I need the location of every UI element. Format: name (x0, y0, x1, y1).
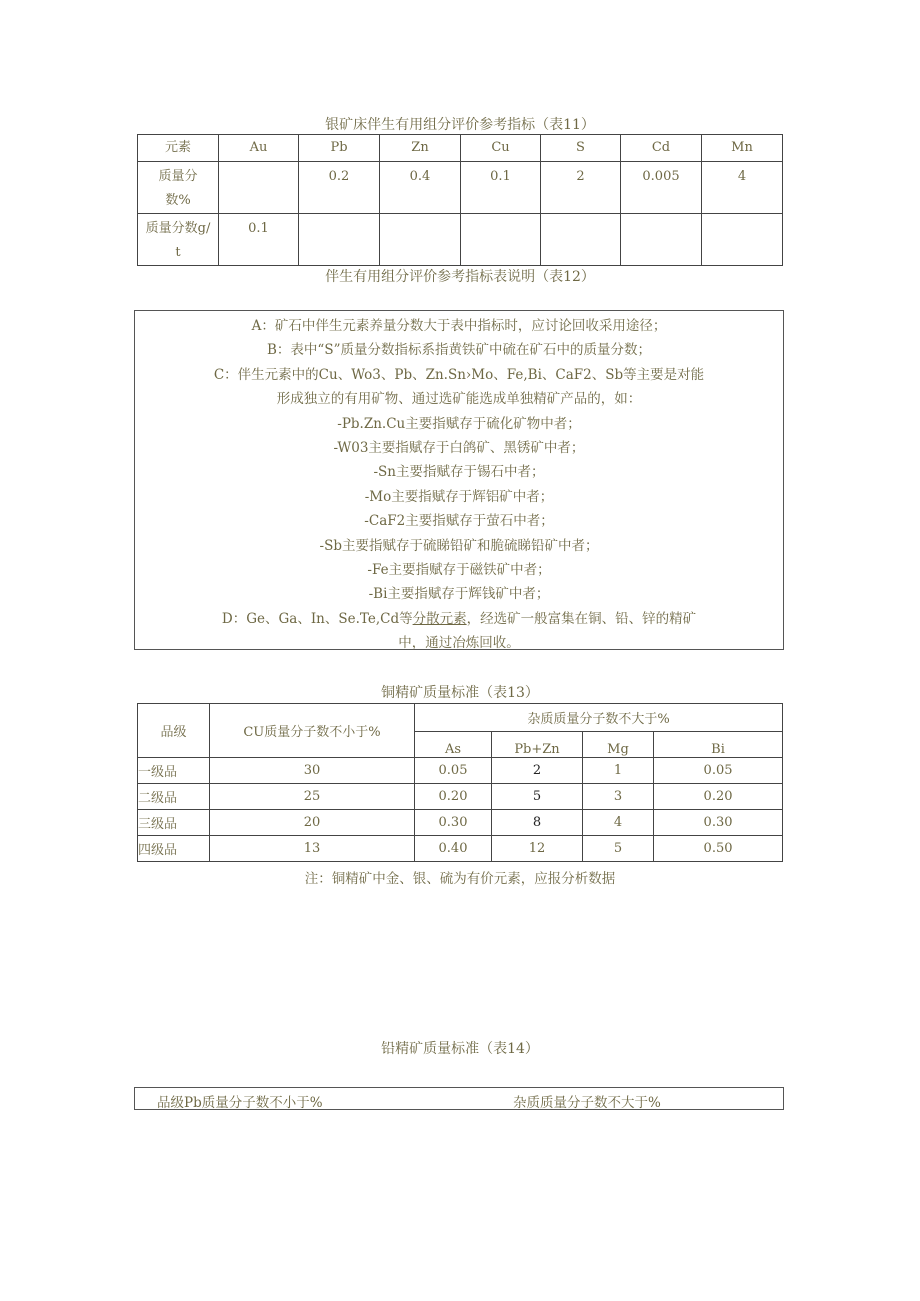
cell (299, 214, 380, 266)
header-cell: Zn (380, 135, 461, 162)
note-line: A：矿石中伴生元素养量分数大于表中指标时，应讨论回收采用途径； (251, 318, 667, 334)
header-grade: 品级 (138, 704, 210, 758)
subheader-cell: Bi (654, 732, 783, 758)
note-text: D：Ge、Ga、In、Se.Te,Cd等 (221, 610, 413, 627)
cell: 2 (492, 758, 583, 784)
header-cell: Cu (461, 135, 541, 162)
cell: 0.1 (461, 162, 541, 214)
note-line: -Mo主要指赋存于辉铝矿中者； (364, 488, 554, 505)
cell: 0.05 (654, 758, 783, 784)
header-cell: Mn (702, 135, 783, 162)
note-line: -Bi主要指赋存于辉钱矿中者； (368, 586, 550, 603)
header-impurities: 杂质质量分子数不大于% (415, 704, 783, 732)
cell: 1 (583, 758, 654, 784)
header-pb: 品级Pb质量分子数不小于% (157, 1095, 323, 1111)
table11-header (138, 135, 783, 162)
header-cell: Pb (299, 135, 380, 162)
cell (219, 162, 299, 214)
table11-title: 银矿床伴生有用组分评价参考指标（表11） (325, 117, 595, 133)
header-cell: Cd (621, 135, 702, 162)
cell: 0.50 (654, 836, 783, 862)
note-line: -Sb主要指赋存于硫睇铅矿和脆硫睇铅矿中者； (319, 537, 599, 554)
table-row (138, 784, 783, 810)
table-row (138, 162, 783, 214)
cell: 0.40 (415, 836, 492, 862)
cell: 2 (541, 162, 621, 214)
table13-header (138, 704, 783, 732)
table12-notes (134, 310, 784, 650)
cell: 5 (492, 784, 583, 810)
grade-cell: 三级品 (138, 810, 210, 836)
cell: 4 (583, 810, 654, 836)
table-row (138, 836, 783, 862)
dispersed-elements-link[interactable]: 分散元素 (412, 610, 467, 627)
note-line: B：表中“S”质量分数指标系指黄铁矿中硫在矿石中的质量分数； (267, 342, 651, 359)
cell (461, 214, 541, 266)
cell (702, 214, 783, 266)
cell: 25 (210, 784, 415, 810)
table12-title: 伴生有用组分评价参考指标表说明（表12） (325, 269, 595, 285)
note-line: -CaF2主要指赋存于萤石中者； (364, 513, 554, 530)
row-label: 质量分数g/t (138, 214, 219, 266)
subheader-cell: Pb+Zn (492, 732, 583, 758)
note-line: -Pb.Zn.Cu主要指赋存于硫化矿物中者； (337, 415, 581, 432)
header-cell: S (541, 135, 621, 162)
note-line-d (135, 607, 783, 631)
cell: 0.30 (654, 810, 783, 836)
grade-cell: 四级品 (138, 836, 210, 862)
cell: 5 (583, 836, 654, 862)
row-label: 质量分数% (138, 162, 219, 214)
cell (621, 214, 702, 266)
cell: 0.20 (654, 784, 783, 810)
table14 (134, 1087, 784, 1110)
table-row (138, 758, 783, 784)
header-cu: CU质量分子数不小于% (210, 704, 415, 758)
cell (380, 214, 461, 266)
cell: 0.20 (415, 784, 492, 810)
header-cell: 元素 (138, 135, 219, 162)
table-row (138, 214, 783, 266)
header-cell: Au (219, 135, 299, 162)
cell: 20 (210, 810, 415, 836)
table13-title: 铜精矿质量标准（表13） (381, 685, 539, 701)
cell: 0.1 (219, 214, 299, 266)
cell: 30 (210, 758, 415, 784)
cell (541, 214, 621, 266)
note-line: -Fe主要指赋存于磁铁矿中者； (367, 562, 551, 579)
subheader-cell: Mg (583, 732, 654, 758)
cell: 0.4 (380, 162, 461, 214)
table13 (137, 703, 783, 862)
note-text: ，经选矿一般富集在铜、铅、锌的精矿 (466, 610, 697, 627)
grade-cell: 一级品 (138, 758, 210, 784)
table14-title: 铅精矿质量标准（表14） (381, 1041, 539, 1057)
table13-note: 注：铜精矿中金、银、硫为有价元素，应报分析数据 (304, 871, 616, 887)
header-impurities: 杂质质量分子数不大于% (513, 1095, 661, 1111)
grade-cell: 二级品 (138, 784, 210, 810)
table11 (137, 134, 783, 266)
cell: 0.05 (415, 758, 492, 784)
cell: 3 (583, 784, 654, 810)
note-line: 形成独立的有用矿物、通过选矿能选成单独精矿产品的，如： (276, 391, 642, 408)
cell: 13 (210, 836, 415, 862)
note-line: -W03主要指赋存于白鸽矿、黑锈矿中者； (333, 440, 585, 457)
cell: 4 (702, 162, 783, 214)
note-line: -Sn主要指赋存于锡石中者； (373, 464, 545, 481)
cell: 8 (492, 810, 583, 836)
table-row (138, 810, 783, 836)
subheader-cell: As (415, 732, 492, 758)
note-line: 中，通过冶炼回收。 (398, 635, 520, 652)
cell: 12 (492, 836, 583, 862)
cell: 0.005 (621, 162, 702, 214)
cell: 0.2 (299, 162, 380, 214)
note-line: C：伴生元素中的Cu、Wo3、Pb、Zn.Sn›Mo、Fe,Bi、CaF2、Sb等主要是对能 (213, 366, 705, 383)
cell: 0.30 (415, 810, 492, 836)
